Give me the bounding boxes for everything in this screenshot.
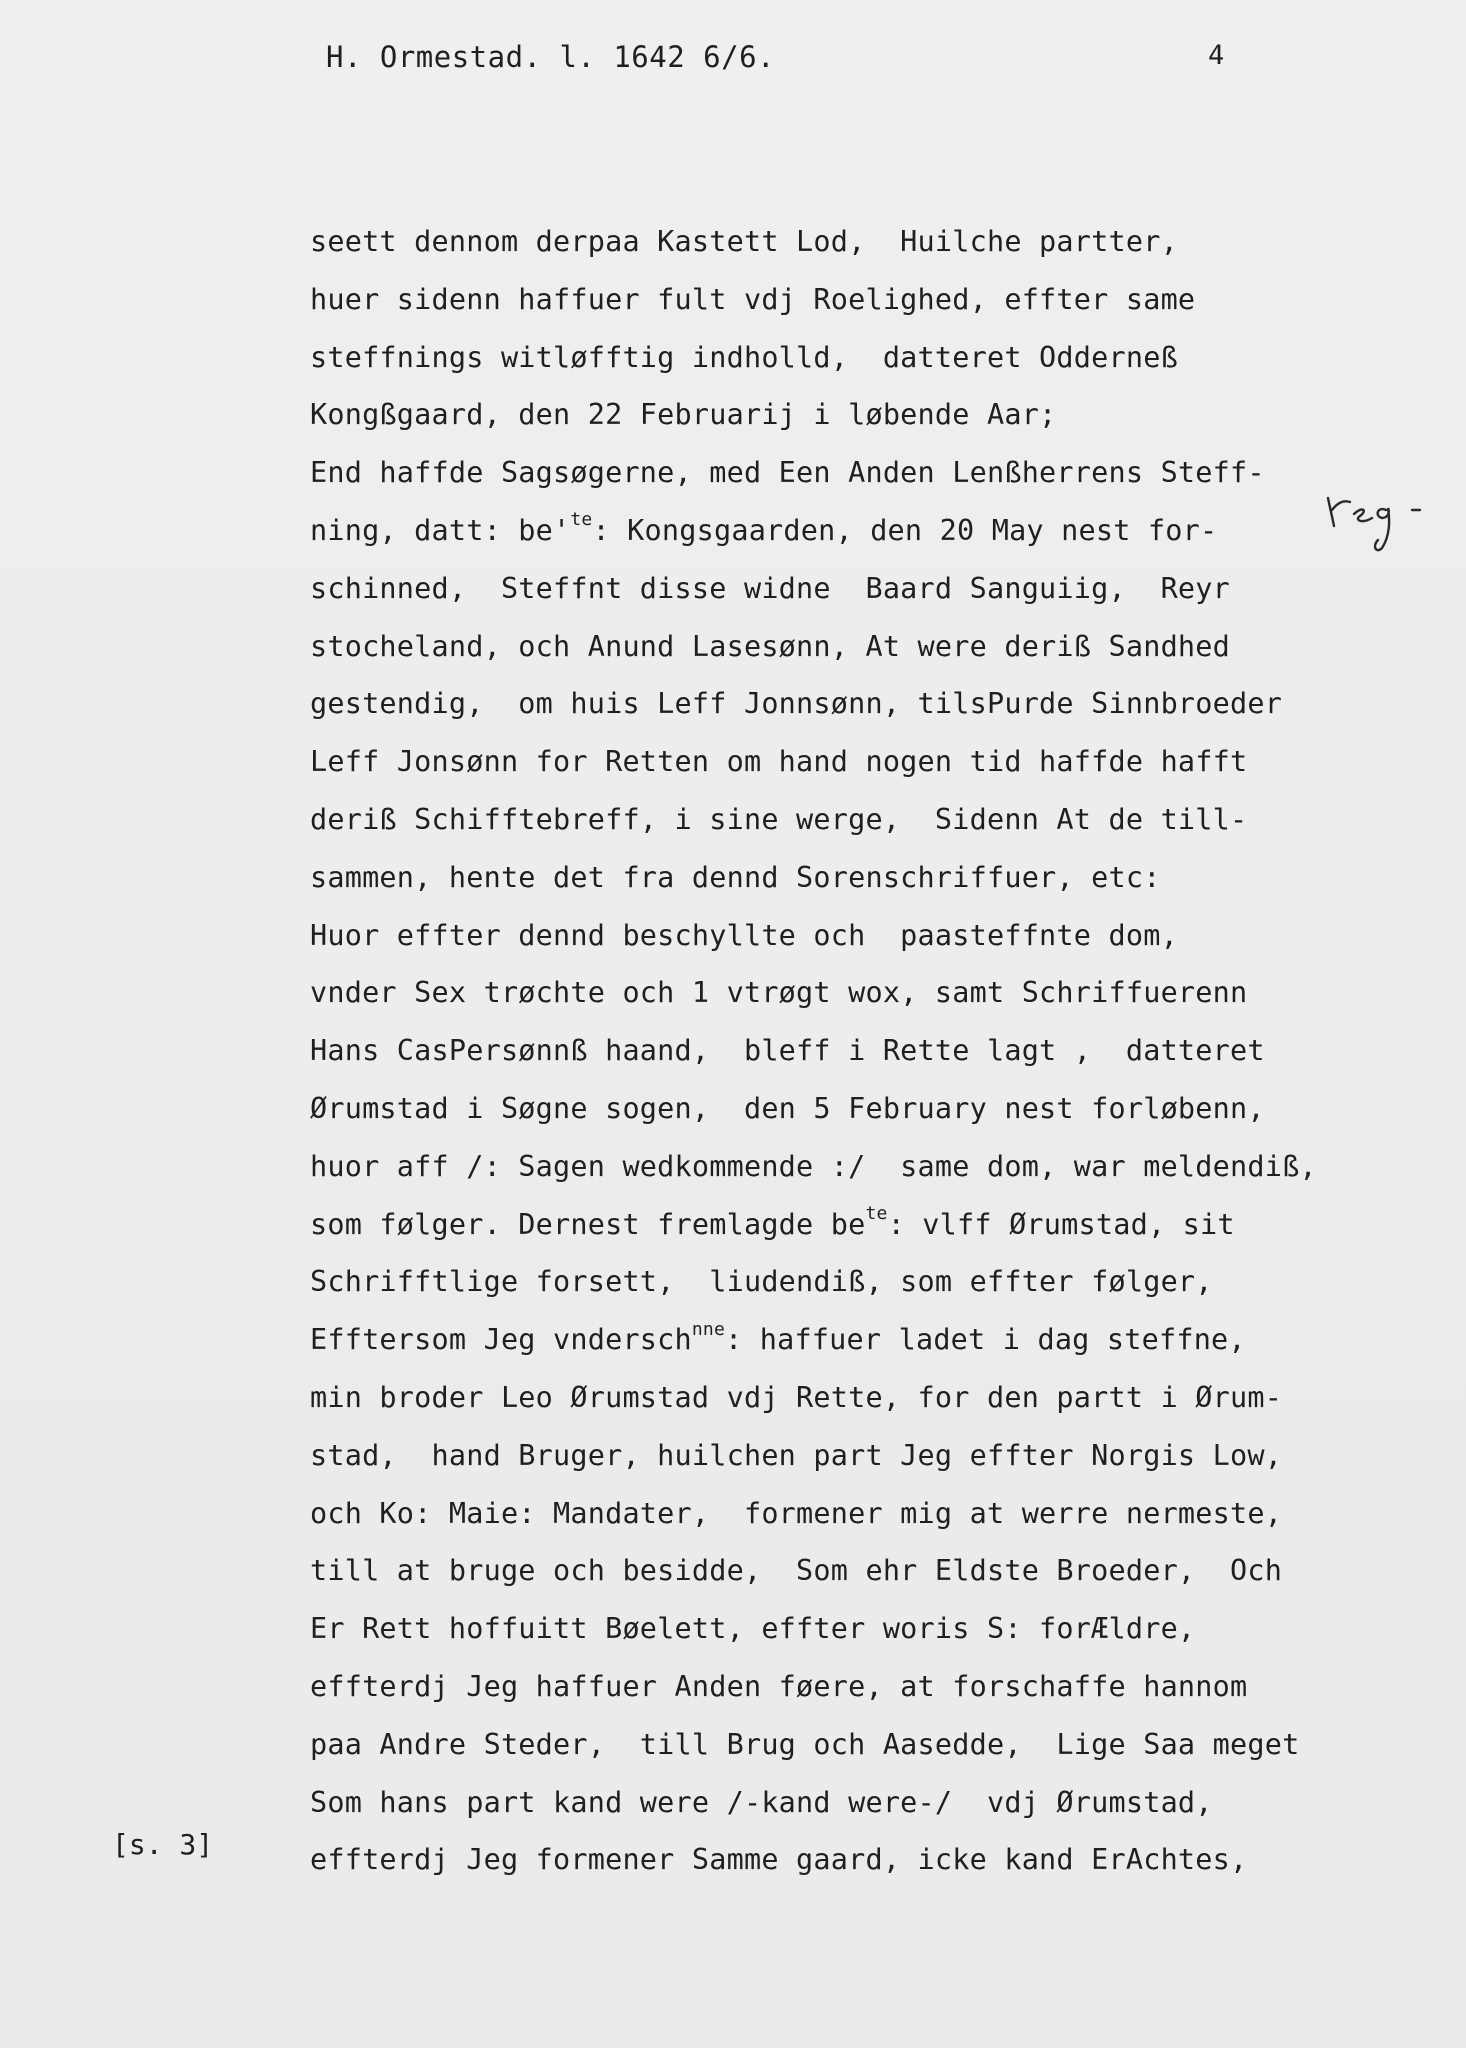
text-line: Hans CasPersønnß haand, bleff i Rette lagt , datteret [310,1034,1265,1068]
text-line: och Ko: Maie: Mandater, formener mig at werre nermeste, [310,1496,1283,1530]
text-line: End haffde Sagsøgerne, med Een Anden Lenßherrens Steff- [310,456,1265,490]
text-line: deriß Schifftebreff, i sine werge, Sidenn At de till- [310,802,1248,836]
text-line: sammen, hente det fra dennd Sorenschriffuer, etc: [310,860,1161,894]
text-line: Kongßgaard, den 22 Februarij i løbende Aar; [310,398,1057,432]
text-line: Schrifftlige forsett, liudendiß, som effter følger, [310,1265,1213,1299]
text-line: Leff Jonsønn for Retten om hand nogen tid haffde hafft [310,745,1248,779]
text-line: vnder Sex trøchte och 1 vtrøgt wox, samt Schriffuerenn [310,976,1248,1010]
text-line: steffnings witløfftig indholld, datteret Odderneß [310,340,1178,374]
page-reference-note: [s. 3] [112,1828,214,1861]
superscript: te [865,1203,888,1225]
handwritten-reg-annotation [1320,480,1430,560]
text-line: schinned, Steffnt disse widne Baard Sanguiig, Reyr [310,571,1230,605]
text-line: paa Andre Steder, till Brug och Aasedde, Lige Saa meget [310,1727,1300,1761]
transcription-body [310,213,1330,1889]
text-line: effterdj Jeg haffuer Anden føere, at forschaffe hannom [310,1669,1248,1703]
text-line: som følger. Dernest fremlagde $be^{te}$: vlff Ørumstad, sit [310,1203,1235,1241]
text-line: gestendig, om huis Leff Jonnsønn, tilsPurde Sinnbroeder [310,687,1283,721]
text-line: Ørumstad i Søgne sogen, den 5 February nest forløbenn, [310,1091,1265,1125]
page-number: 4 [1208,40,1225,71]
text-line: Efftersom Jeg vndersch$^{nne}$: haffuer ladet i dag steffne, [310,1318,1246,1357]
text-line: huer sidenn haffuer fult vdj Roelighed, effter same [310,282,1196,316]
text-line: till at bruge och besidde, Som ehr Eldste Broeder, Och [310,1554,1283,1588]
text-line: stocheland, och Anund Lasesønn, At were deriß Sandhed [310,629,1230,663]
text-line: Er Rett hoffuitt Bøelett, effter woris S: forÆldre, [310,1612,1196,1646]
text-line: min broder Leo Ørumstad vdj Rette, for den partt i Ørum- [310,1380,1283,1414]
text-line: stad, hand Bruger, huilchen part Jeg effter Norgis Low, [310,1438,1283,1472]
text-line: ning, datt: $be'^{te}$: Kongsgaarden, den 20 May nest for- [310,509,1218,547]
text-line: Som hans part kand were /-kand were-/ vdj Ørumstad, [310,1785,1213,1819]
text-line: seett dennom derpaa Kastett Lod, Huilche partter, [310,225,1178,258]
superscript: te [570,509,593,531]
text-line: Huor effter dennd beschyllte och paasteffnte dom, [310,918,1178,952]
superscript: nne [691,1318,726,1340]
text-line: huor aff /: Sagen wedkommende :/ same dom, war meldendiß, [310,1149,1317,1183]
page-header: H. Ormestad. l. 1642 6/6. [326,40,775,74]
text-line: effterdj Jeg formener Samme gaard, icke kand ErAchtes, [310,1843,1248,1877]
